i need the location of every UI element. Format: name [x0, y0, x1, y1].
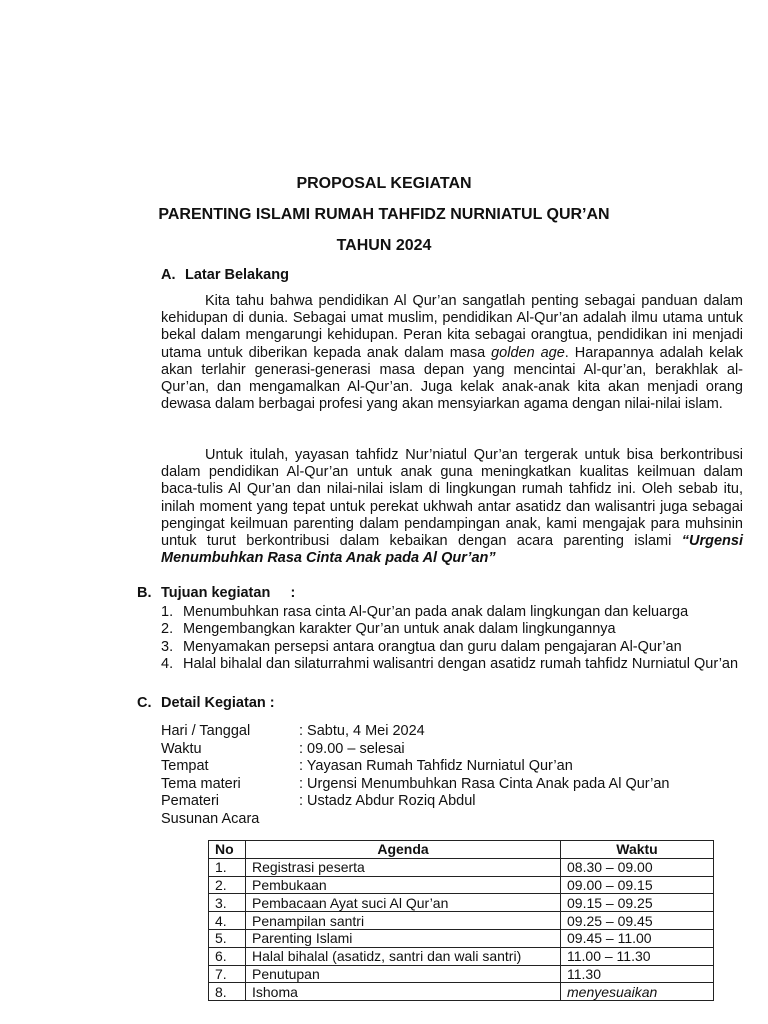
detail-label: Tema materi [161, 775, 241, 792]
cell-no: 6. [209, 947, 246, 965]
table-row [209, 912, 714, 930]
cell-waktu: 09.25 – 09.45 [561, 912, 714, 930]
cell-agenda: Halal bihalal (asatidz, santri dan wali santri) [246, 947, 561, 965]
cell-no: 3. [209, 894, 246, 912]
objective-number: 2. [161, 621, 174, 638]
paragraph-2-text: Untuk itulah, yayasan tahfidz Nur’niatul Qur’an tergerak untuk bisa berkontribusi dalam pendidikan Al-Qur’an untuk anak guna meningkatkan kualitas keilmuan dalam baca-tulis Al Qur’an dan nilai-nilai islam di lingkungan rumah tahfidz ini. Oleh sebab itu, inilah moment yang tepat untuk perekat ukhwah antar asatidz dan walisantri juga sebagai pengingat keilmuan parenting dalam pendampingan anak, kami mengajak para muhsinin untuk turut berkontribusi dalam kebaikan dengan acara parenting islami [161, 447, 743, 550]
cell-waktu: menyesuaikan [561, 983, 714, 1001]
detail-row-theme [161, 776, 743, 794]
table-row [209, 947, 714, 965]
table-row [209, 894, 714, 912]
cell-no: 2. [209, 876, 246, 894]
column-header-no: No [209, 841, 246, 859]
event-theme-quote: “Urgensi Menumbuhkan Rasa Cinta Anak pada Al Qur’an” [161, 533, 743, 567]
detail-label: Susunan Acara [161, 810, 260, 827]
detail-label: Pemateri [161, 793, 220, 810]
objective-text: Halal bihalal dan silaturrahmi walisantri dengan asatidz rumah tahfidz Nurniatul Qur’an [183, 655, 739, 672]
detail-row-place [161, 758, 743, 776]
objectives-list [161, 604, 743, 673]
table-row [209, 929, 714, 947]
detail-value: : Ustadz Abdur Roziq Abdul [299, 793, 476, 810]
cell-agenda: Penutupan [246, 965, 561, 983]
detail-label: Hari / Tanggal [161, 723, 251, 739]
table-row [209, 858, 714, 876]
paragraph-1-italic: golden age [491, 344, 565, 361]
section-c-heading [137, 695, 275, 711]
cell-agenda: Pembacaan Ayat suci Al Qur’an [246, 894, 561, 912]
detail-value: : Yayasan Rumah Tahfidz Nurniatul Qur’an [299, 758, 573, 775]
detail-row-time [161, 741, 743, 759]
cell-waktu: 09.45 – 11.00 [561, 929, 714, 947]
objective-number: 1. [161, 604, 174, 620]
table-header-row [209, 841, 714, 859]
detail-label: Waktu [161, 740, 202, 757]
cell-waktu: 09.00 – 09.15 [561, 876, 714, 894]
objective-item [161, 656, 743, 673]
document-subtitle: PARENTING ISLAMI RUMAH TAHFIDZ NURNIATUL QUR’AN [158, 206, 610, 223]
cell-agenda: Pembukaan [246, 876, 561, 894]
detail-label: Tempat [161, 758, 209, 775]
cell-waktu: 08.30 – 09.00 [561, 858, 714, 876]
cell-waktu: 09.15 – 09.25 [561, 894, 714, 912]
section-b-heading [137, 585, 295, 601]
section-b-letter: B. [137, 585, 152, 601]
cell-agenda: Parenting Islami [246, 929, 561, 947]
section-a-letter: A. [161, 267, 176, 283]
table-row [209, 983, 714, 1001]
objective-text: Menyamakan persepsi antara orangtua dan guru dalam pengajaran Al-Qur’an [183, 638, 682, 655]
column-header-waktu: Waktu [561, 841, 714, 859]
objective-number: 3. [161, 638, 174, 655]
objective-number: 4. [161, 655, 174, 672]
detail-value: : Urgensi Menumbuhkan Rasa Cinta Anak pada Al Qur’an [299, 775, 670, 792]
table-row [209, 876, 714, 894]
event-details [161, 723, 743, 829]
cell-waktu: 11.30 [561, 965, 714, 983]
cell-no: 1. [209, 858, 246, 876]
objective-text: Mengembangkan karakter Qur’an untuk anak dalam lingkungannya [183, 621, 616, 638]
document-year: TAHUN 2024 [336, 237, 432, 254]
cell-no: 7. [209, 965, 246, 983]
cell-no: 5. [209, 929, 246, 947]
cell-agenda: Ishoma [246, 983, 561, 1001]
detail-value: : Sabtu, 4 Mei 2024 [299, 723, 425, 739]
objective-item [161, 621, 743, 638]
objective-item [161, 604, 743, 621]
document-title: PROPOSAL KEGIATAN [296, 175, 472, 192]
objective-text: Menumbuhkan rasa cinta Al-Qur’an pada anak dalam lingkungan dan keluarga [183, 604, 689, 620]
detail-row-schedule [161, 811, 743, 829]
detail-row-speaker [161, 793, 743, 811]
paragraph-1-text-a: Kita tahu bahwa pendidikan Al Qur’an sangatlah penting sebagai panduan dalam kehidupan di dunia. Sebagai umat muslim, pendidikan Al-Qur’an adalah ilmu utama untuk bekal dalam mengarungi kehidupan. Peran kita sebagai orangtua, pendidikan ini menjadi utama untuk diberikan kepada anak dalam masa [161, 293, 743, 361]
section-c-title: Detail Kegiatan : [161, 695, 275, 711]
agenda-table [208, 840, 714, 1001]
paragraph-background-1 [161, 293, 743, 413]
section-a-title: Latar Belakang [185, 267, 289, 283]
detail-row-date [161, 723, 743, 741]
column-header-agenda: Agenda [246, 841, 561, 859]
paragraph-1-text-b: . Harapannya adalah kelak akan terlahir generasi-generasi masa depan yang mencintai Al-qur’an, berakhlak al-Qur’an, dan mengamalkan Al-Qur’an. Juga kelak anak-anak kita akan menjadi orang dewasa dalam berbagai profesi yang akan mensyiarkan agama dengan nilai-nilai islam. [161, 344, 743, 413]
detail-value: : 09.00 – selesai [299, 740, 405, 757]
cell-agenda: Registrasi peserta [246, 858, 561, 876]
section-a-heading [161, 267, 289, 283]
cell-no: 8. [209, 983, 246, 1001]
objective-item [161, 639, 743, 656]
cell-waktu: 11.00 – 11.30 [561, 947, 714, 965]
table-row [209, 965, 714, 983]
section-c-letter: C. [137, 695, 152, 711]
section-b-title: Tujuan kegiatan : [161, 585, 296, 601]
cell-no: 4. [209, 912, 246, 930]
paragraph-background-2 [161, 447, 743, 567]
cell-agenda: Penampilan santri [246, 912, 561, 930]
